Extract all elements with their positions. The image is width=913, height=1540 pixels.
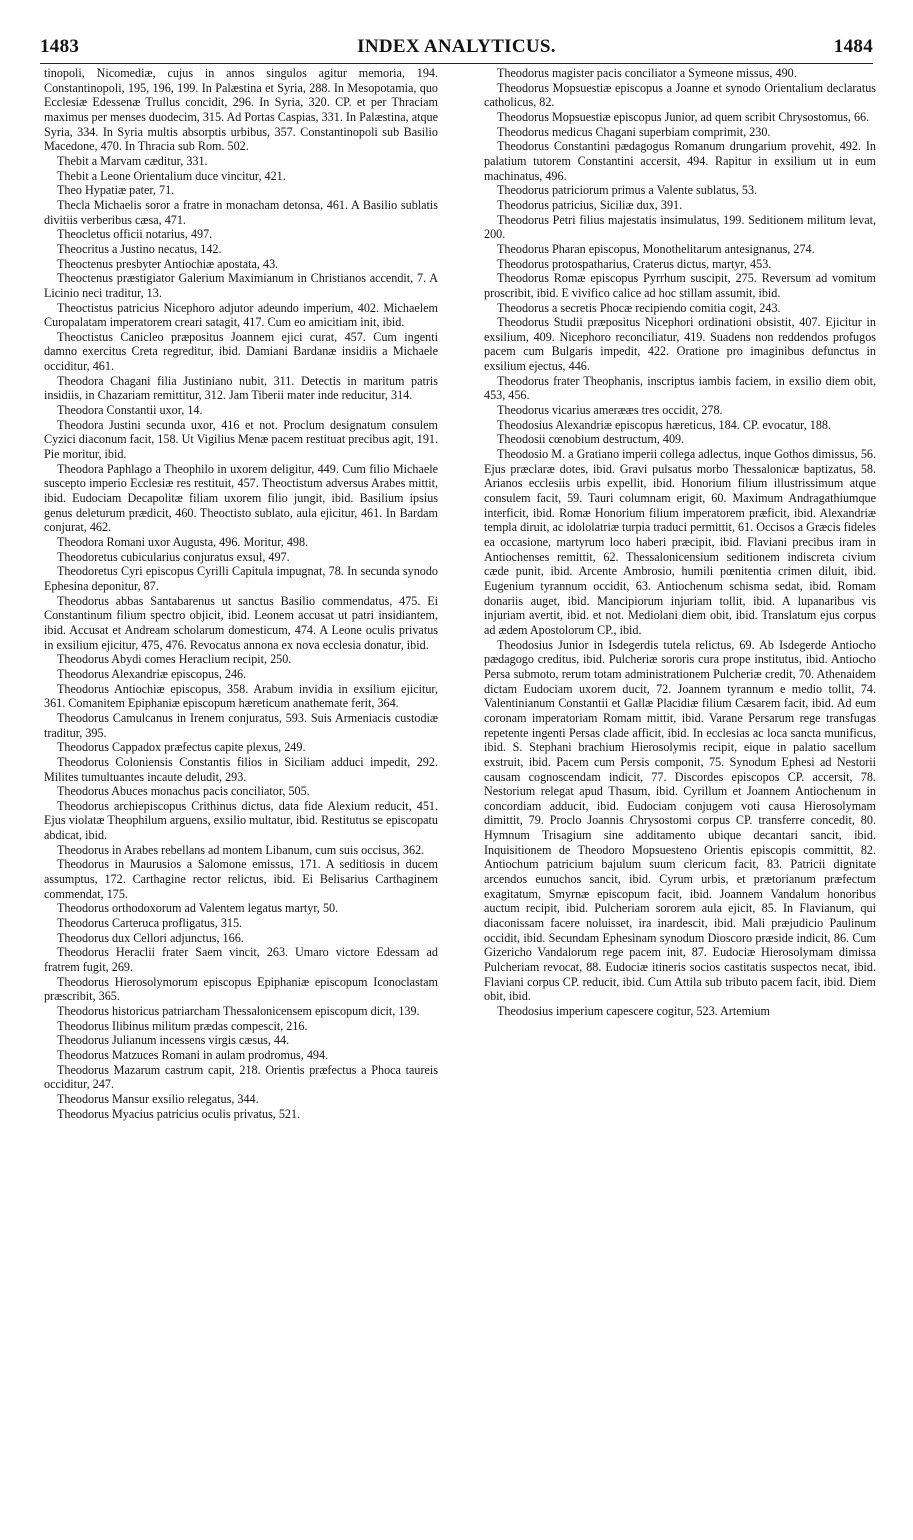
left-column-number: 1483 [40,36,80,57]
page-header [40,36,873,60]
index-entry: Theo Hypatiæ pater, 71. [57,183,175,198]
index-entry: Theodorus magister pacis conciliator a Symeone missus, 490. [497,66,797,80]
index-entry: Theodorus Romæ episcopus Pyrrhum suscipit, 275. Reversum ad vomitum proscribit, ibid. E vivifico calice ad hoc stillam assumit, ibid. [484,271,876,300]
index-entry: Theodorus Julianum incessens virgis cæsus, 44. [57,1033,290,1048]
index-entry: Theodorus orthodoxorum ad Valentem legatus martyr, 50. [57,901,339,916]
index-entry: Theodora Romani uxor Augusta, 496. Moritur, 498. [57,535,309,549]
index-entry: Theodorus Studii præpositus Nicephori ordinationi obsistit, 407. Ejicitur in exsilium, 409. Nicephoro reconciliatur, 419. Suadens non reddendos profugos pacem cum Bulgaris impedit, 422. Oratione pro imaginibus defunctus in exsilium ejectus, 446. [484,315,876,374]
index-entry: Theodorus Cappadox præfectus capite plexus, 249. [57,740,306,755]
index-entry: Theodora Chagani filia Justiniano nubit, 311. Detectis in maritum patris insidiis, in Chazariam remittitur, 312. Jam Tiberii mater inde reducitur, 314. [44,373,438,403]
index-entry: Theodosius Alexandriæ episcopus hæreticus, 184. CP. evocatur, 188. [497,417,832,432]
index-entry: Theodora Constantii uxor, 14. [57,403,203,418]
index-entry: Thebit a Marvam cæditur, 331. [57,153,208,168]
page-title: INDEX ANALYTICUS. [357,36,556,57]
index-entry: Theodorus Ilibinus militum prædas compescit, 216. [57,1018,308,1033]
index-entry: Theodorus in Arabes rebellans ad montem Libanum, cum suis occisus, 362. [57,842,425,857]
index-entry: Theodorus a secretis Phocæ recipiendo comitia cogit, 243. [497,300,781,315]
index-entry: Theodosius Junior in Isdegerdis tutela relictus, 69. Ab Isdegerde Antiocho pædagogo creditus, ibid. Pulcheriæ sororis cura prope institutus, ibid. Antiocho Persa submoto, rerum totam administrationem Pulcheriæ credit, 70. Athenaidem dictam Eudociam uxorem ducit, 72. Joannem tyrannum e medio tollit, 74. Valentinianum Constantii et Gallæ Placidiæ filium Cæsarem facit, ibid. Ad eum coronam imperatoriam Romam mittit, ibid. Varane Persarum rege transfugas repetente ingenti Persas clade afficit, ibid. In ecclesias ac loca sancta munificus, ibid. S. Stephani brachium Hierosolymis recipit, eique in palatio sacellum exstruit, ibid. Pacem cum Persis componit, 75. Synodum Ephesi ad Nestorii causam cognoscendam indicit, 77. Discordes episcopos CP. accersit, 78. Nestorium relegat apud Thasum, ibid. Cyrillum et Joannem Antiochenum in concordiam adducit, ibid. Eudociam conjugem voti causa Hierosolymam dimittit, 79. Proclo Joannis Chrysostomi corpus CP. transferre concedit, 80. Hymnum Trisagium sine additamento ubique decantari sancit, ibid. Inquisitionem de Theodoro Mopsuesteno Orientis episcopis committit, 82. Antiochum patricium bajulum suum clericum facit, 83. Patricii dignitate arcendos eunuchos sancit, ibid. Cyrum urbis, et prætorianum præfectum exagitatum, Smyrnæ episcopum facit, ibid. Joannem Vandalum honoribus auctum recipit, ibid. Pulcheriam sororem aula ejicit, 85. In Flavianum, qui diaconissam facere noluisset, ira inardescit, ibid. Mali præjudicio Paulinum occidit, ibid. Secundam Ephesinam synodum Dioscoro præside indicit, 86. Cum Gizericho Vandalorum rege pacem init, 87. Eudociæ Hierosolymam dimissa Pulcheriam revocat, 88. Eudociæ itineris socios castitatis suspectos necat, ibid. Flaviani corpus CP. reducit, ibid. Cum Attila sub tributo pacem facit, ibid. Diem obit, ibid. [484,637,876,1004]
index-entry: Theodorus patriciorum primus a Valente sublatus, 53. [497,183,758,198]
index-entry: Theodoretus cubicularius conjuratus exsul, 497. [57,549,290,564]
index-entry: Theodorus vicarius amerææs tres occidit, 278. [497,403,723,418]
index-entry: Theodorus patricius, Siciliæ dux, 391. [497,197,683,212]
index-entry: Theodorus Alexandriæ episcopus, 246. [57,666,247,681]
index-entry: Theodorus Myacius patricius oculis privatus, 521. [57,1106,301,1121]
index-entry: Theodorus historicus patriarcham Thessalonicensem episcopum dicit, 139. [57,1004,420,1018]
index-entry: Theodorus Pharan episcopus, Monothelitarum antesignanus, 274. [497,241,815,256]
index-entry: Thecla Michaelis soror a fratre in monacham detonsa, 461. A Basilio sublatis divitiis verberibus cæsa, 471. [44,197,438,227]
index-entry: Theodorus Mansur exsilio relegatus, 344. [57,1091,259,1106]
index-right-column [484,66,876,1019]
index-entry: Theodorus abbas Santabarenus ut sanctus Basilio commendatus, 475. Ei Constantinum filium spectro objicit, ibid. Leonem accusat ut patri insidiantem, ibid. Accusat et Andream scholarum domesticum, 474. A Leone oculis privatus in exsilium ejicitur, 475, 476. Revocatus annona ex nova ecclesia donatur, ibid. [44,593,438,652]
index-entry: Theodorus Camulcanus in Irenem conjuratus, 593. Suis Armeniacis custodiæ traditur, 395. [44,710,438,740]
index-entry: Theodorus Carteruca profligatus, 315. [57,916,243,931]
index-entry: Theodorus Mopsuestiæ episcopus Junior, ad quem scribit Chrysostomus, 66. [497,109,870,124]
index-entry: Theodosii cœnobium destructum, 409. [497,432,685,447]
index-entry: Theodora Justini secunda uxor, 416 et not. Proclum designatum consulem Cyzici diaconum facit, 158. Ut Vigilius Menæ pacem restituat precibus agit, 191. Pie moritur, ibid. [44,417,438,462]
index-left-column [44,66,438,1121]
index-entry: Theodorus Antiochiæ episcopus, 358. Arabum invidia in exsilium ejicitur, 361. Comanitem Epiphaniæ episcopum hæreticum anathemate ferit, 364. [44,681,438,711]
index-entry: Theodora Paphlago a Theophilo in uxorem deligitur, 449. Cum filio Michaele suscepto imperio Ecclesiæ res restituit, 457. Theoctistum adversus Arabes mittit, ibid. Eudociam Decapolitæ filiam uxorem filio jungit, ibid. Basilium ipsius genus deleturum prædicit, 460. Theoctisto sublato, aula ejicitur, 461. In Bardam conjurat, 462. [44,461,438,535]
index-entry: Theocritus a Justino necatus, 142. [57,241,222,256]
index-entry: Theodorus in Maurusios a Salomone emissus, 171. A seditiosis in ducem assumptus, 172. Carthagine rector relictus, ibid. Ei Belisarius Carthaginem commendat, 175. [44,857,438,901]
index-entry: Theodorus Abuces monachus pacis conciliator, 505. [57,784,310,799]
index-entry: Theodorus Abydi comes Heraclium recipit, 250. [57,652,292,667]
index-entry: Theodorus Mopsuestiæ episcopus a Joanne et synodo Orientalium declaratus catholicus, 82. [484,80,876,110]
index-entry: Theodorus frater Theophanis, inscriptus iambis faciem, in exsilio diem obit, 453, 456. [484,373,876,403]
index-entry: Theodosio M. a Gratiano imperii collega adlectus, inque Gothos dimissus, 56. Ejus præclaræ dotes, ibid. Gravi pulsatus morbo Thessalonicæ baptizatus, 58. Arianos ecclesiis urbis expellit, ibid. Honorium filium illustrissimum atque consulem facit, 59. Tauri columnam erigit, 60. Maximum Andragathiumque interficit, ibid. Romæ Honorium filium imperatorem præficit, ibid. Alexandriæ templa diruit, ac idololatriæ turpia traduci permittit, 61. Occisos a Græcis fideles ea occasione, martyrum loco haberi præcipit, ibid. Flaviani precibus iram in Antiochenses remittit, 62. Thessalonicensium seditionem indiscreta civium cæde punit, ibid. Arcente Ambrosio, humili pœnitentia crimen diluit, ibid. Eugenium tyrannum occidit, 63. Antiochenum schisma sedat, ibid. Romam donariis auget, ibid. Mancipiorum injuriam tollit, ibid. A lupanaribus vis injuriam avertit, ibid. et not. Mediolani diem obit, ibid. Translatum ejus corpus ad ædem Apostolorum CP., ibid. [484,447,876,637]
right-column-number: 1484 [833,36,873,57]
index-entry: tinopoli, Nicomediæ, cujus in annos singulos agitur memoria, 194. Constantinopoli, 195, 196, 199. In Palæstina et Syria, 288. In Mesopotamia, quo Ecclesiæ Edessenæ Trullus concidit, 296. In Syria, 320. CP. et per Thraciam maximus per menses duodecim, 315. Ad Portas Caspias, 331. In Palæstina, atque Syria, 334. In Syria multis absorptis urbibus, 357. Constantinopoli sub Basilio Macedone, 470. In Thracia sub Rom. 502. [44,66,438,154]
index-entry: Theodorus Constantini pædagogus Romanum drungarium provehit, 492. In palatium tutorem Constantini accersit, 494. Rapitur in exsilium ut in eum machinatus, 496. [484,139,876,183]
index-entry: Theodoretus Cyri episcopus Cyrilli Capitula impugnat, 78. In secunda synodo Ephesina deponitur, 87. [44,564,438,593]
index-entry: Theodosius imperium capescere cogitur, 523. Artemium [497,1004,770,1018]
index-entry: Theodorus archiepiscopus Crithinus dictus, data fide Alexium reducit, 451. Ejus violatæ Theophilum arguens, exsilio multatur, ibid. Restitutus se episcopatu abdicat, ibid. [44,798,438,843]
index-entry: Theodorus Matzuces Romani in aulam prodromus, 494. [57,1047,329,1062]
index-entry: Theodorus Mazarum castrum capit, 218. Orientis præfectus a Phoca taureis occiditur, 247. [44,1062,438,1092]
index-entry: Thebit a Leone Orientalium duce vincitur, 421. [57,168,286,183]
index-entry: Theoctistus patricius Nicephoro adjutor adeundo imperium, 402. Michaelem Curopalatam imperatorem creari satagit, 417. Cum eo amicitiam init, ibid. [44,300,438,330]
index-entry: Theodorus Coloniensis Constantis filios in Siciliam adduci impedit, 292. Milites tumultuantes incaute deludit, 293. [44,754,438,784]
index-entry: Theodorus Petri filius majestatis insimulatus, 199. Seditionem militum levat, 200. [484,212,876,242]
index-entry: Theodorus medicus Chagani superbiam comprimit, 230. [497,124,771,139]
index-entry: Theodorus Hierosolymorum episcopus Epiphaniæ episcopum Iconoclastam præscribit, 365. [44,974,438,1004]
index-entry: Theodorus Heraclii frater Saem vincit, 263. Umaro victore Edessam ad fratrem fugit, 269. [44,945,438,975]
index-entry: Theoctenus presbyter Antiochiæ apostata, 43. [57,256,279,271]
index-entry: Theodorus dux Cellori adjunctus, 166. [57,930,244,945]
index-entry: Theoctistus Canicleo præpositus Joannem ejici curat, 457. Cum ingenti damno exercitus Creta regreditur, ibid. Damiani Bardanæ insidiis a Michaele occiditur, 461. [44,329,438,374]
index-entry: Theoctenus præstigiator Galerium Maximianum in Christianos accendit, 7. A Licinio neci traditur, 13. [44,271,438,300]
index-entry: Theocletus officii notarius, 497. [57,227,213,242]
index-entry: Theodorus protospatharius, Craterus dictus, martyr, 453. [497,256,772,271]
header-rule [40,63,873,64]
